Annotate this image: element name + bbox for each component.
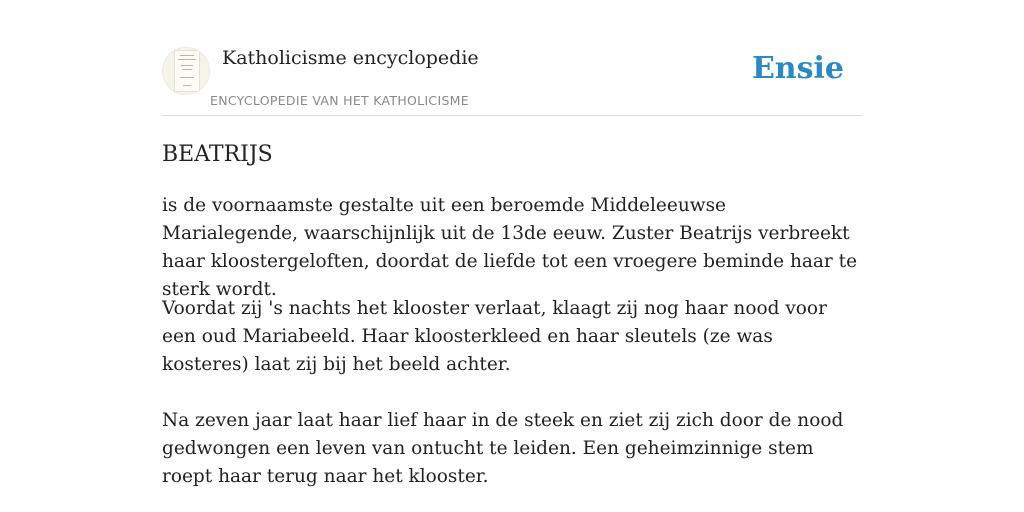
article-paragraph: is de voornaamste gestalte uit een beroemde Middeleeuwse Marialegende, waarschijnlijk uit de 13de eeuw. Zuster Beatrijs verbreekt haar kloostergeloften, doordat de liefde tot een vroegere beminde haar te sterk wordt. <box>162 195 858 300</box>
book-cover-icon[interactable] <box>162 47 210 95</box>
book-cover-page <box>174 50 200 92</box>
page-container <box>162 0 862 487</box>
article-paragraph: Na zeven jaar laat haar lief haar in de steek en ziet zij zich door de nood gedwongen een leven van ontucht te leiden. Een geheimzinnige stem roept haar terug naar het klooster. <box>162 410 844 487</box>
site-subtitle: ENCYCLOPEDIE VAN HET KATHOLICISME <box>210 93 469 108</box>
brand-logo[interactable]: Ensie <box>751 51 844 86</box>
article-paragraph: Voordat zij 's nachts het klooster verlaat, klaagt zij nog haar nood voor een oud Mariabeeld. Haar kloosterkleed en haar sleutels (ze was kosteres) laat zij bij het beeld achter. <box>162 298 827 375</box>
article-title: BEATRIJS <box>162 142 273 167</box>
site-title[interactable]: Katholicisme encyclopedie <box>222 47 479 69</box>
site-header <box>162 0 862 116</box>
